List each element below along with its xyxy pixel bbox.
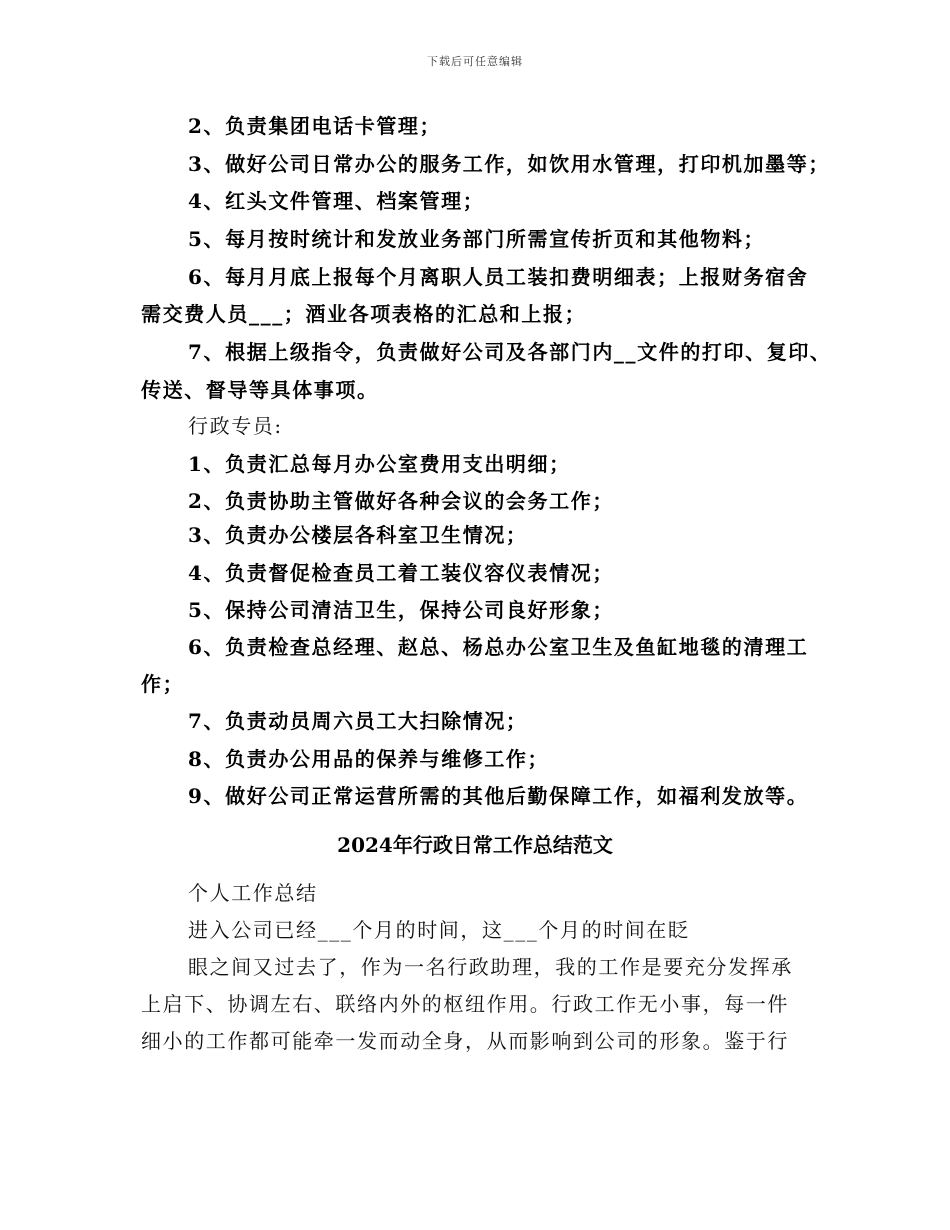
paragraph-line: 上启下、协调左右、联络内外的枢纽作用。行政工作无小事，每一件 [141,992,789,1016]
article-subheading: 个人工作总结 [188,881,318,905]
paragraph-line: 细小的工作都可能牵一发而动全身，从而影响到公司的形象。鉴于行 [141,1029,789,1053]
list-item: 4、红头文件管理、档案管理； [188,189,485,213]
list-item: 2、负责协助主管做好各种会议的会务工作； [188,489,614,513]
list-item: 3、负责办公楼层各科室卫生情况； [188,523,528,547]
list-item-continued: 传送、督导等具体事项。 [141,378,379,402]
article-title: 2024年行政日常工作总结范文 [337,833,613,857]
list-item: 8、负责办公用品的保养与维修工作； [188,747,550,771]
section-heading: 行政专员: [188,414,283,438]
list-item: 5、保持公司清洁卫生，保持公司良好形象； [188,598,614,622]
list-item: 6、负责检查总经理、赵总、杨总办公室卫生及鱼缸地毯的清理工 [188,635,809,659]
paragraph-line: 眼之间又过去了，作为一名行政助理，我的工作是要充分发挥承 [188,955,793,979]
list-item: 5、每月按时统计和发放业务部门所需宣传折页和其他物料； [188,227,766,251]
list-item: 2、负责集团电话卡管理； [188,114,442,138]
paragraph-line: 进入公司已经___个月的时间，这___个月的时间在眨 [188,918,690,942]
list-item: 3、做好公司日常办公的服务工作，如饮用水管理，打印机加墨等； [188,152,830,176]
list-item: 4、负责督促检查员工着工装仪容仪表情况； [188,561,614,585]
list-item: 9、做好公司正常运营所需的其他后勤保障工作，如福利发放等。 [188,784,809,808]
list-item-continued: 作； [141,672,185,696]
page-header: 下载后可任意编辑 [427,55,523,68]
list-item: 7、根据上级指令，负责做好公司及各部门内__文件的打印、复印、 [188,340,832,364]
list-item: 7、负责动员周六员工大扫除情况； [188,709,528,733]
list-item-continued: 需交费人员___；酒业各项表格的汇总和上报； [141,302,587,326]
list-item: 1、负责汇总每月办公室费用支出明细； [188,452,571,476]
list-item: 6、每月月底上报每个月离职人员工装扣费明细表；上报财务宿舍 [188,265,809,289]
